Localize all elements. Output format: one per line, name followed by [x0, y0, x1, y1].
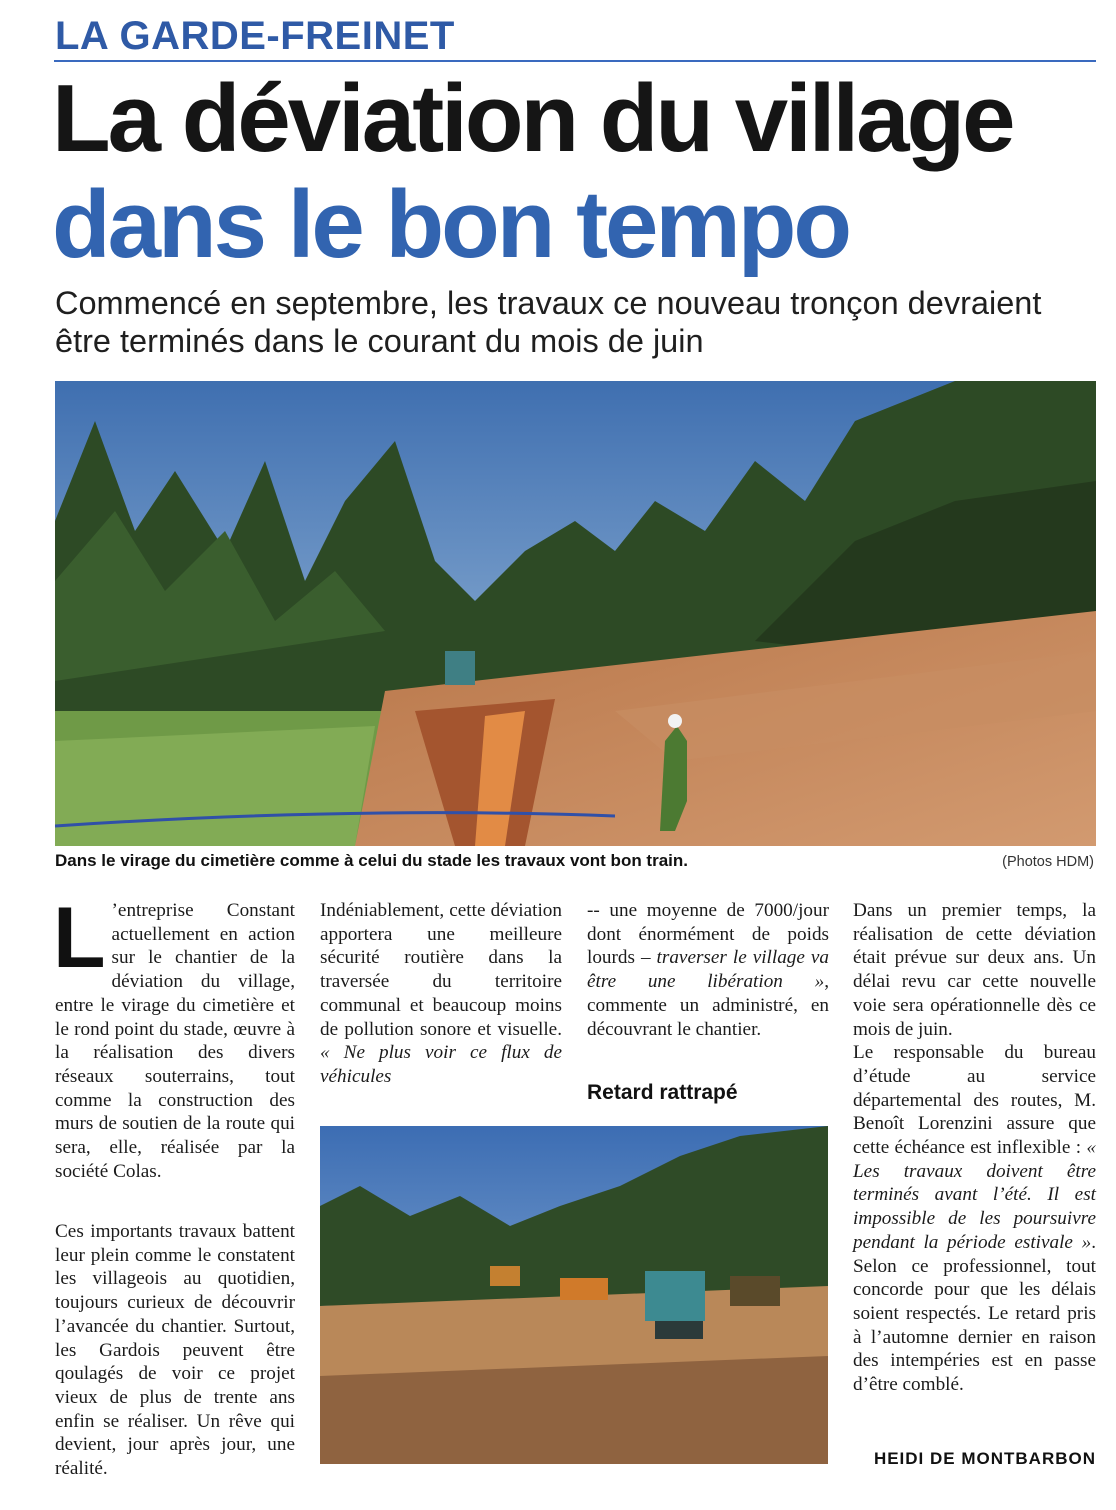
- section-kicker: LA GARDE-FREINET: [55, 14, 455, 58]
- article-column-1: [53, 890, 295, 1183]
- article-paragraph-3-cont: -- une moyenne de 7000/jour dont énormément de poids lourds – traverser le village va être une libération », commente un administré, en découvrant le chantier.: [587, 900, 829, 1040]
- photo-caption: Dans le virage du cimetière comme à celui du stade les travaux vont bon train.: [55, 851, 688, 870]
- article-paragraph-1: L ’entreprise Constant actuellement en action sur le chantier de la déviation du village, entre le virage du cimetière et le rond point du stade, œuvre à la réalisation des divers réseaux souterrains, tout comme la construction des murs de soutien de la route qui sera, elle, réalisée par la société Colas.: [53, 890, 295, 1182]
- quote-villager-1: « Ne plus voir ce flux de véhicules: [320, 1042, 562, 1087]
- headline-line-2: dans le bon tempo: [52, 171, 850, 278]
- article-paragraph-2: Ces importants travaux battent leur plein comme le constatent les villageois au quotidien, toujours curieux de découvrir l’avancée du chantier. Surtout, les Gardois peuvent être qoulagés de voir ce projet vieux de plus de trente ans enfin se réaliser. Un rêve qui devient, jour après jour, une réalité.: [55, 1221, 295, 1480]
- headline-line-1: La déviation du village: [52, 65, 1013, 172]
- article-paragraph-5: Le responsable du bureau d’étude au service départemental des routes, M. Benoît Lorenzini assure que cette échéance est inflexible : « Les travaux doivent être terminés avant l’été. Il est impossible de les poursuivre pendant la période estivale ». Selon ce professionnel, tout concorde pour que les délais soient respectés. Le retard pris à l’automne dernier en raison des intempéries est en passe d’être comblé.: [853, 1042, 1096, 1396]
- standfirst: Commencé en septembre, les travaux ce nouveau tronçon devraient être terminés dans le courant du mois de juin: [55, 285, 1042, 359]
- section-rule: [54, 60, 1096, 62]
- photo-credit: (Photos HDM): [1002, 854, 1094, 870]
- article-column-2-text: [320, 899, 562, 1089]
- byline: HEIDI DE MONTBARBON: [873, 1449, 1096, 1468]
- secondary-photo-worksite: [320, 1126, 828, 1464]
- article-column-2: [55, 1220, 295, 1481]
- article-paragraph-3: Indéniablement, cette déviation apportera une meilleure sécurité routière dans la traversée du territoire communal et beaucoup moins de pollution sonore et visuelle. « Ne plus voir ce flux de véhicules: [320, 900, 562, 1087]
- drop-cap: L: [53, 890, 106, 986]
- quote-lorenzini: « Les travaux doivent être terminés avant l’été. Il est impossible de les poursuivre pendant la période estivale »: [853, 1137, 1096, 1253]
- quote-villager-2: traverser le village va être une libération »: [587, 947, 829, 993]
- article-column-4: [853, 899, 1096, 1397]
- main-photo-construction-site: [55, 381, 1096, 846]
- article-paragraph-4: Dans un premier temps, la réalisation de cette déviation était prévue sur deux ans. Un délai revu car cette nouvelle voie sera opérationnelle dès ce mois de juin.: [853, 900, 1096, 1040]
- article-column-3: [587, 899, 829, 1041]
- subhead: Retard rattrapé: [587, 1081, 738, 1104]
- headline: [52, 66, 1112, 278]
